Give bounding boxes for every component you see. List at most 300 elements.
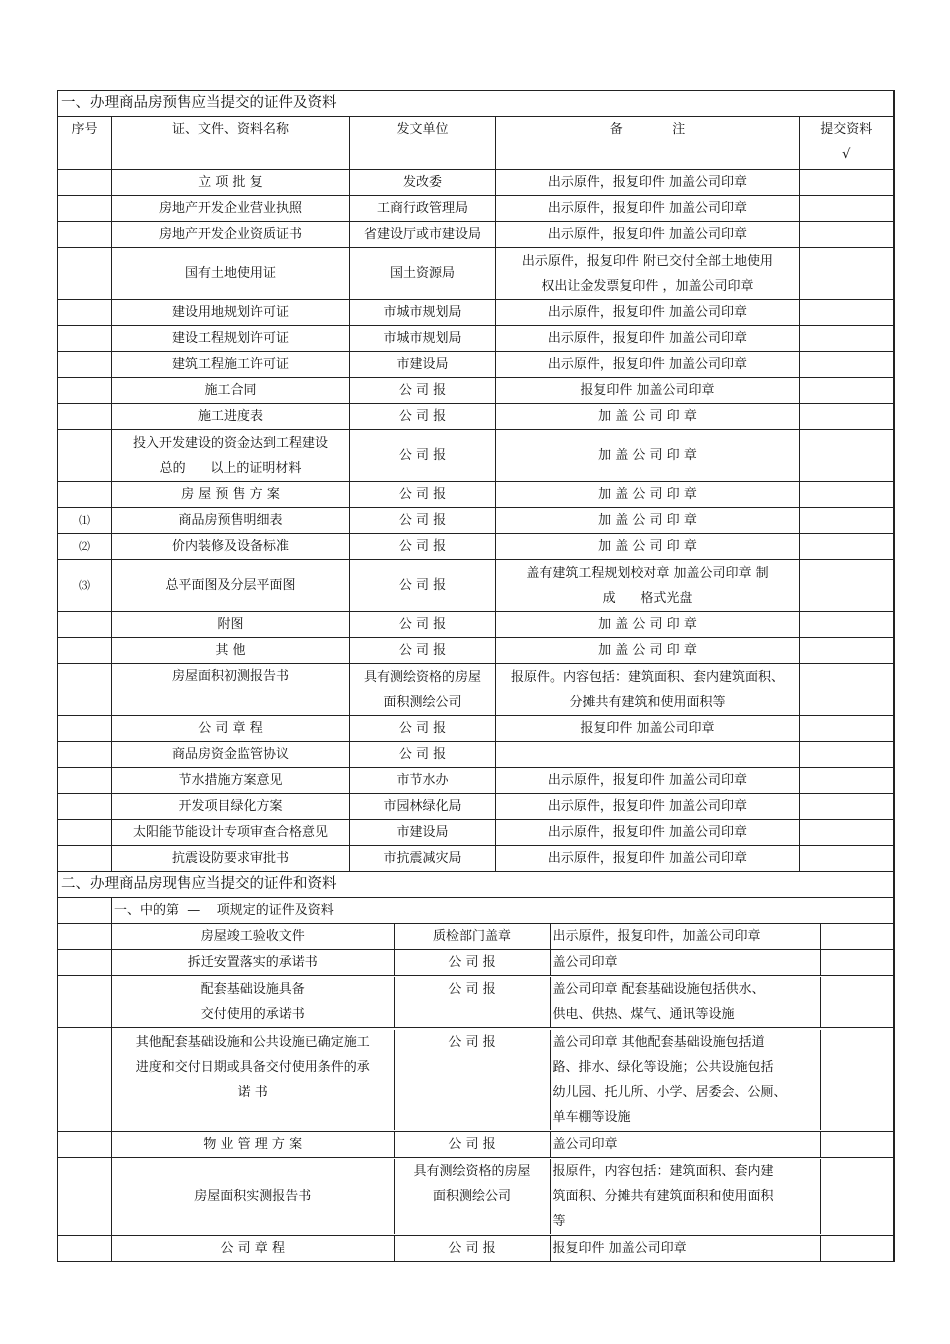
document-name	[112, 1236, 394, 1261]
line: 盖有建筑工程规划校对章 加盖公司印章 制	[526, 565, 769, 581]
line: 商品房预售明细表	[178, 513, 283, 528]
line: 节水措施方案意见	[178, 773, 283, 788]
section2-row-table	[112, 977, 894, 1027]
section2-row-table	[112, 924, 894, 949]
line: 施工合同	[204, 383, 257, 398]
document-name	[112, 716, 350, 742]
submitted-checkbox[interactable]	[800, 768, 894, 794]
issuing-unit	[350, 326, 496, 352]
document-name	[112, 742, 350, 768]
submitted-checkbox[interactable]	[820, 1030, 894, 1130]
remarks	[496, 430, 800, 482]
line: 公 司 报	[448, 1034, 496, 1050]
row-number	[58, 768, 112, 794]
table-row	[58, 664, 894, 716]
table-row	[58, 794, 894, 820]
table-row	[58, 976, 894, 1028]
header-row	[58, 117, 894, 170]
submitted-checkbox[interactable]	[800, 430, 894, 482]
table-row	[58, 430, 894, 482]
line: 报原件，内容包括：建筑面积、套内建	[552, 1164, 774, 1179]
line: 具有测绘资格的房屋	[363, 669, 481, 685]
row-number	[58, 482, 112, 508]
header-unit: 发文单位	[350, 117, 496, 170]
line: 公 司 报	[398, 513, 447, 528]
submitted-checkbox[interactable]	[800, 196, 894, 222]
line: 成 格式光盘	[602, 590, 693, 606]
line: 公 司 报	[398, 448, 447, 463]
document-name	[112, 977, 394, 1027]
table-row	[58, 248, 894, 300]
row-number	[58, 378, 112, 404]
row-number	[58, 820, 112, 846]
document-name	[112, 794, 350, 820]
line: 公 司 报	[398, 617, 447, 632]
table-row	[58, 170, 894, 196]
submitted-checkbox[interactable]	[800, 378, 894, 404]
section2-row-cells	[112, 1158, 894, 1236]
line: 拆迁安置落实的承诺书	[187, 955, 318, 970]
document-name	[112, 196, 350, 222]
remarks	[550, 924, 820, 949]
issuing-unit	[394, 924, 550, 949]
line: 配套基础设施具备	[200, 981, 305, 997]
section2-title: 二、办理商品房现售应当提交的证件和资料	[58, 872, 894, 898]
line: 公 司 章 程	[220, 1241, 285, 1256]
issuing-unit	[394, 1236, 550, 1261]
line: 单车棚等设施	[552, 1109, 631, 1125]
document-name	[112, 846, 350, 872]
submitted-checkbox[interactable]	[800, 404, 894, 430]
row-number	[58, 950, 112, 976]
line: 房 屋 预 售 方 案	[181, 487, 280, 502]
line: 公 司 章 程	[198, 721, 263, 736]
document-name	[112, 482, 350, 508]
table-row	[58, 768, 894, 794]
header-submitted-label: 提交资料	[820, 122, 873, 137]
issuing-unit	[350, 352, 496, 378]
remarks	[496, 222, 800, 248]
materials-table	[57, 90, 895, 1262]
remarks	[496, 326, 800, 352]
line: 太阳能节能设计专项审查合格意见	[132, 825, 328, 840]
line: 供电、供热、煤气、通讯等设施	[552, 1006, 735, 1022]
line: 国土资源局	[389, 266, 455, 281]
issuing-unit	[394, 1159, 550, 1234]
row-number	[58, 326, 112, 352]
remarks	[496, 716, 800, 742]
issuing-unit	[350, 482, 496, 508]
remarks	[550, 1159, 820, 1234]
table-row	[58, 534, 894, 560]
section2-row-cells	[112, 976, 894, 1028]
line: 出示原件，报复印件 加盖公司印章	[547, 357, 748, 372]
table-row	[58, 378, 894, 404]
line: 加 盖 公 司 印 章	[598, 539, 697, 554]
row-number: ⑴	[58, 508, 112, 534]
submitted-checkbox[interactable]	[800, 742, 894, 768]
line: 交付使用的承诺书	[200, 1006, 305, 1022]
issuing-unit	[350, 300, 496, 326]
line: 盖公司印章 其他配套基础设施包括道	[552, 1034, 765, 1050]
section1-title: 一、办理商品房预售应当提交的证件及资料	[58, 91, 894, 117]
row-number	[58, 794, 112, 820]
submitted-checkbox[interactable]	[800, 794, 894, 820]
issuing-unit	[350, 768, 496, 794]
row-number	[58, 664, 112, 716]
table-row	[58, 742, 894, 768]
line: 公 司 报	[398, 409, 447, 424]
line: 市城市规划局	[383, 331, 462, 346]
line: 质检部门盖章	[432, 929, 511, 944]
table-row	[58, 1158, 894, 1236]
issuing-unit	[394, 1030, 550, 1130]
table-row	[58, 300, 894, 326]
table-row	[58, 352, 894, 378]
submitted-checkbox[interactable]	[820, 950, 894, 975]
line: 公 司 报	[398, 383, 447, 398]
line: 附图	[217, 617, 244, 632]
line: 发改委	[402, 175, 442, 190]
line: 开发项目绿化方案	[178, 799, 283, 814]
row-number	[58, 716, 112, 742]
line: 出示原件，报复印件，加盖公司印章	[552, 929, 761, 944]
line: 房屋竣工验收文件	[200, 929, 305, 944]
line: 公 司 报	[398, 747, 447, 762]
line: 施工进度表	[197, 409, 263, 424]
remarks	[496, 248, 800, 300]
line: 公 司 报	[448, 955, 496, 970]
line: 出示原件，报复印件 加盖公司印章	[547, 773, 748, 788]
section2-row-cells	[112, 950, 894, 976]
issuing-unit	[350, 820, 496, 846]
issuing-unit	[350, 612, 496, 638]
section2-row-cells	[112, 1236, 894, 1262]
row-number: ⑶	[58, 560, 112, 612]
line: 公 司 报	[448, 1241, 496, 1256]
remarks	[496, 534, 800, 560]
line: 出示原件，报复印件 加盖公司印章	[547, 305, 748, 320]
issuing-unit	[350, 664, 496, 716]
remarks	[496, 482, 800, 508]
submitted-checkbox[interactable]	[800, 716, 894, 742]
remarks	[496, 170, 800, 196]
document-name	[112, 378, 350, 404]
document-name	[112, 300, 350, 326]
line: 报原件。内容包括：建筑面积、套内建筑面积、	[510, 669, 784, 685]
section1-title-row	[58, 91, 894, 117]
line: 建设用地规划许可证	[171, 305, 289, 320]
document-name	[112, 768, 350, 794]
issuing-unit	[350, 222, 496, 248]
line: 总的 以上的证明材料	[159, 460, 302, 476]
line: 加 盖 公 司 印 章	[598, 409, 697, 424]
row-number	[58, 430, 112, 482]
line: 等	[552, 1214, 566, 1229]
issuing-unit	[350, 508, 496, 534]
line: 建设工程规划许可证	[171, 331, 289, 346]
section2-row-cells	[112, 1132, 894, 1158]
row-number	[58, 1158, 112, 1236]
row-number	[58, 1132, 112, 1158]
line: 价内装修及设备标准	[171, 539, 289, 554]
line: 加 盖 公 司 印 章	[598, 513, 697, 528]
document-name	[112, 404, 350, 430]
line: 报复印件 加盖公司印章	[552, 1241, 687, 1256]
submitted-checkbox[interactable]	[800, 820, 894, 846]
issuing-unit	[350, 742, 496, 768]
section2-row-table	[112, 1236, 894, 1261]
issuing-unit	[350, 638, 496, 664]
line: 盖公司印章	[552, 955, 618, 970]
line: 盖公司印章 配套基础设施包括供水、	[552, 981, 765, 997]
line: 公 司 报	[448, 1137, 496, 1152]
line: 报复印件 加盖公司印章	[580, 383, 715, 398]
document-name	[112, 612, 350, 638]
table-row	[58, 638, 894, 664]
header-checkmark: √	[842, 147, 851, 162]
line: 公 司 报	[398, 539, 447, 554]
line: 房地产开发企业资质证书	[158, 227, 302, 242]
line: 物 业 管 理 方 案	[203, 1137, 303, 1152]
section2-row-table	[112, 950, 894, 975]
line: 出示原件，报复印件 加盖公司印章	[547, 175, 748, 190]
submitted-checkbox[interactable]	[800, 664, 894, 716]
submitted-checkbox[interactable]	[800, 482, 894, 508]
row-number	[58, 222, 112, 248]
document-name	[112, 638, 350, 664]
line: 立 项 批 复	[198, 175, 263, 190]
row-number	[58, 300, 112, 326]
section2-row-table	[112, 1159, 894, 1234]
section2-subtitle: 一、中的第 — 项规定的证件及资料	[112, 898, 894, 924]
document-name	[112, 326, 350, 352]
line: 公 司 报	[448, 981, 496, 997]
table-row	[58, 508, 894, 534]
submitted-checkbox[interactable]	[800, 326, 894, 352]
remarks	[496, 378, 800, 404]
table-row	[58, 820, 894, 846]
issuing-unit	[350, 196, 496, 222]
submitted-checkbox[interactable]	[800, 248, 894, 300]
line: 抗震设防要求审批书	[171, 851, 289, 866]
issuing-unit	[350, 378, 496, 404]
row-number	[58, 1028, 112, 1132]
remarks	[496, 638, 800, 664]
document-name	[112, 820, 350, 846]
document-name	[112, 170, 350, 196]
section2-title-row	[58, 872, 894, 898]
line: 出示原件，报复印件 加盖公司印章	[547, 851, 748, 866]
line: 进度和交付日期或具备交付使用条件的承	[135, 1059, 370, 1075]
line: 加 盖 公 司 印 章	[598, 448, 697, 463]
submitted-checkbox[interactable]	[800, 560, 894, 612]
line: 市城市规划局	[383, 305, 462, 320]
issuing-unit	[350, 716, 496, 742]
remarks	[496, 196, 800, 222]
row-number	[58, 404, 112, 430]
row-number	[58, 846, 112, 872]
document-name	[112, 430, 350, 482]
line: 省建设厅或市建设局	[363, 227, 481, 242]
issuing-unit	[350, 560, 496, 612]
remarks	[550, 977, 820, 1027]
issuing-unit	[350, 404, 496, 430]
section2-row-cells	[112, 924, 894, 950]
document-name	[112, 248, 350, 300]
table-row	[58, 950, 894, 976]
table-row	[58, 404, 894, 430]
remarks	[550, 1132, 820, 1157]
row-number	[58, 170, 112, 196]
row-number	[58, 742, 112, 768]
submitted-checkbox[interactable]	[820, 924, 894, 949]
header-no: 序号	[58, 117, 112, 170]
remarks	[496, 404, 800, 430]
line: 幼儿园、托儿所、小学、居委会、公厕、	[552, 1084, 787, 1100]
header-submitted	[800, 117, 894, 170]
submitted-checkbox[interactable]	[820, 1236, 894, 1261]
remarks	[496, 846, 800, 872]
table-row	[58, 612, 894, 638]
line: 报复印件 加盖公司印章	[580, 721, 715, 736]
line: 国有土地使用证	[184, 266, 276, 281]
section2-row-table	[112, 1132, 894, 1157]
issuing-unit	[350, 170, 496, 196]
document-name	[112, 950, 394, 975]
remarks	[496, 664, 800, 716]
submitted-checkbox[interactable]	[800, 534, 894, 560]
row-number	[58, 638, 112, 664]
line: 盖公司印章	[552, 1137, 618, 1152]
issuing-unit	[394, 977, 550, 1027]
line: 公 司 报	[398, 487, 447, 502]
line: 公 司 报	[398, 643, 447, 658]
document-name	[112, 534, 350, 560]
section2-subtitle-row	[58, 898, 894, 924]
line: 市园林绿化局	[383, 799, 462, 814]
remarks	[496, 742, 800, 768]
line: 商品房资金监管协议	[171, 747, 289, 762]
line: 筑面积、分摊共有建筑面积和使用面积	[552, 1189, 774, 1204]
submitted-checkbox[interactable]	[820, 977, 894, 1027]
issuing-unit	[350, 846, 496, 872]
line: 加 盖 公 司 印 章	[598, 487, 697, 502]
document-name	[112, 222, 350, 248]
document-name	[112, 924, 394, 949]
remarks	[496, 820, 800, 846]
line: 出示原件，报复印件 加盖公司印章	[547, 331, 748, 346]
line: 加 盖 公 司 印 章	[598, 617, 697, 632]
row-number	[58, 1236, 112, 1262]
table-row	[58, 1132, 894, 1158]
submitted-checkbox[interactable]	[820, 1132, 894, 1157]
line: 权出让金发票复印件 ，加盖公司印章	[541, 278, 754, 294]
table-row	[58, 482, 894, 508]
line: 分摊共有建筑和使用面积等	[569, 694, 726, 710]
remarks	[496, 794, 800, 820]
line: 总平面图及分层平面图	[165, 578, 296, 593]
line: 出示原件，报复印件 附已交付全部土地使用	[521, 253, 774, 269]
submitted-checkbox[interactable]	[800, 300, 894, 326]
remarks	[550, 950, 820, 975]
row-number	[58, 196, 112, 222]
issuing-unit	[350, 534, 496, 560]
table-row	[58, 222, 894, 248]
line: 路、排水、绿化等设施；公共设施包括	[552, 1059, 774, 1075]
submitted-checkbox[interactable]	[800, 352, 894, 378]
remarks	[496, 560, 800, 612]
remarks	[550, 1030, 820, 1130]
line: 工商行政管理局	[376, 201, 468, 216]
line: 房屋面积实测报告书	[194, 1189, 312, 1204]
line: 投入开发建设的资金达到工程建设	[132, 435, 328, 451]
table-row	[58, 560, 894, 612]
line: 公 司 报	[398, 721, 447, 736]
submitted-checkbox[interactable]	[800, 846, 894, 872]
table-row	[58, 924, 894, 950]
document-name	[112, 1159, 394, 1234]
header-note: 备 注	[496, 117, 800, 170]
section2-row-cells	[112, 1028, 894, 1132]
line: 市建设局	[396, 825, 449, 840]
row-number	[58, 612, 112, 638]
submitted-checkbox[interactable]	[800, 508, 894, 534]
section2-row-table	[112, 1030, 894, 1130]
submitted-checkbox[interactable]	[820, 1159, 894, 1234]
remarks	[496, 768, 800, 794]
document-name	[112, 352, 350, 378]
document-name	[112, 508, 350, 534]
submitted-checkbox[interactable]	[800, 612, 894, 638]
table-row	[58, 716, 894, 742]
table-row	[58, 196, 894, 222]
submitted-checkbox[interactable]	[800, 638, 894, 664]
document-name	[112, 560, 350, 612]
line: 诺 书	[237, 1084, 268, 1100]
row-number	[58, 924, 112, 950]
document-name	[112, 1030, 394, 1130]
header-name: 证、文件、资料名称	[112, 117, 350, 170]
remarks	[496, 508, 800, 534]
issuing-unit	[350, 794, 496, 820]
row-number	[58, 976, 112, 1028]
document-name	[112, 664, 350, 716]
line: 房屋面积初测报告书	[171, 669, 289, 684]
line: 出示原件，报复印件 加盖公司印章	[547, 227, 748, 242]
remarks	[496, 352, 800, 378]
line: 加 盖 公 司 印 章	[598, 643, 697, 658]
line: 出示原件，报复印件 加盖公司印章	[547, 825, 748, 840]
table-row	[58, 1236, 894, 1262]
submitted-checkbox[interactable]	[800, 170, 894, 196]
issuing-unit	[350, 430, 496, 482]
line: 建筑工程施工许可证	[171, 357, 289, 372]
row-number	[58, 352, 112, 378]
line: 面积测绘公司	[383, 694, 462, 710]
submitted-checkbox[interactable]	[800, 222, 894, 248]
line: 出示原件，报复印件 加盖公司印章	[547, 201, 748, 216]
line: 面积测绘公司	[432, 1189, 511, 1204]
remarks	[496, 612, 800, 638]
table-row	[58, 326, 894, 352]
row-number	[58, 248, 112, 300]
row-number: ⑵	[58, 534, 112, 560]
line: 其 他	[215, 643, 246, 658]
issuing-unit	[394, 1132, 550, 1157]
document-page	[57, 90, 893, 1262]
line: 公 司 报	[398, 578, 447, 593]
